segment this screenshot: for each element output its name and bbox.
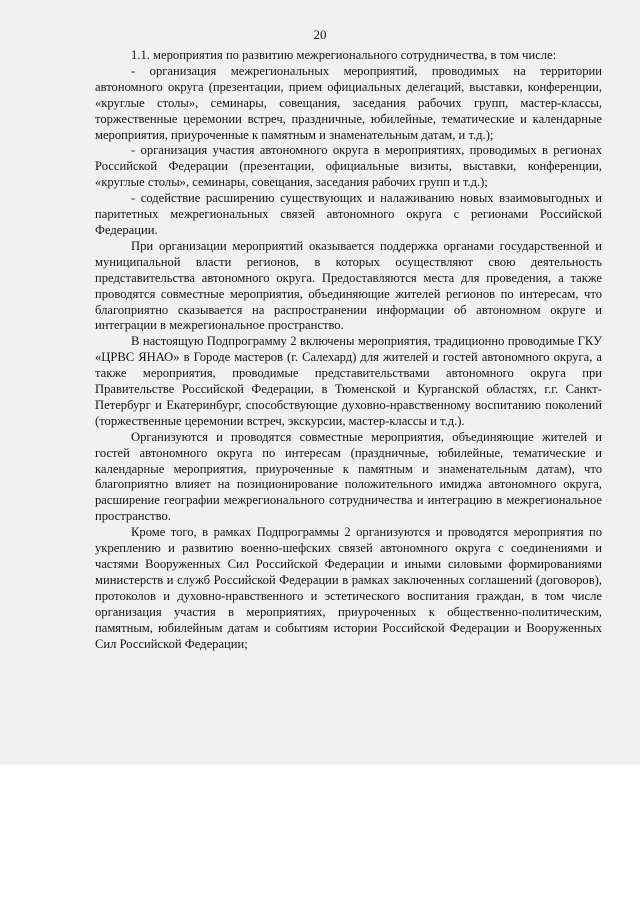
document-body: [95, 48, 602, 652]
list-item-participation: - организация участия автономного округа в мероприятиях, проводимых в регионах Российской Федерации (презентации, официальные визиты, выставки, конференции, «круглые столы», семинары, совещания, заседания рабочих групп и т.д.);: [95, 143, 602, 190]
paragraph-subprogram: В настоящую Подпрограмму 2 включены мероприятия, традиционно проводимые ГКУ «ЦРВС ЯНАО» в Городе мастеров (г. Салехард) для жителей и гостей автономного округа, а также мероприятия, проводимые представительствами автономного округа при Правительстве Российской Федерации, в Тюменской и Курганской областях, г.г. Санкт-Петербург и Екатеринбург, способствующие духовно-нравственному воспитанию поколений (торжественные церемонии встреч, экскурсии, мастер-классы и т.д.).: [95, 334, 602, 428]
paragraph-military: Кроме того, в рамках Подпрограммы 2 организуются и проводятся мероприятия по укреплению и развитию военно-шефских связей автономного округа с соединениями и частями Вооруженных Сил Российской Федерации и иными силовыми формированиями министерств и служб Российской Федерации в рамках заключенных соглашений (договоров), протоколов и духовно-нравственного и эстетического воспитания граждан, в том числе организация участия в мероприятиях, приуроченных к общественно-политическим, памятным, юбилейным датам и событиям истории Российской Федерации и Вооруженных Сил Российской Федерации;: [95, 525, 602, 651]
page-number: 20: [313, 27, 327, 42]
paragraph-intro: 1.1. мероприятия по развитию межрегионального сотрудничества, в том числе:: [131, 48, 557, 62]
paragraph-joint-events: Организуются и проводятся совместные мероприятия, объединяющие жителей и гостей автономного округа по интересам (праздничные, юбилейные, тематические и календарные мероприятия, приуроченные к памятным и знаменательным датам), что благоприятно влияет на позиционирование положительного имиджа автономного округа, расширение географии межрегионального сотрудничества и интеграцию в межрегиональное пространство.: [95, 429, 602, 524]
list-item-cooperation: - содействие расширению существующих и налаживанию новых взаимовыгодных и паритетных межрегиональных связей автономного округа с регионами Российской Федерации.: [95, 191, 602, 237]
list-item-organization-events: - организация межрегиональных мероприятий, проводимых на территории автономного округа (презентации, прием официальных делегаций, выставки, конференции, «круглые столы», семинары, совещания, заседания рабочих групп, мастер-классы, торжественные церемонии встреч, праздничные, юбилейные, тематические и календарные мероприятия, приуроченные к памятным и знаменательным датам, и т.д.);: [95, 63, 602, 142]
blank-area: [0, 765, 640, 905]
paragraph-support: При организации мероприятий оказывается поддержка органами государственной и муниципальной власти регионов, в которых осуществляют свою деятельность представительства автономного округа. Предоставляются места для проведения, а также проводятся совместные мероприятия, объединяющие жителей регионов по интересам, что благоприятно сказывается на распространении информации об автономном округе и интеграции в межрегиональное пространство.: [95, 238, 602, 333]
